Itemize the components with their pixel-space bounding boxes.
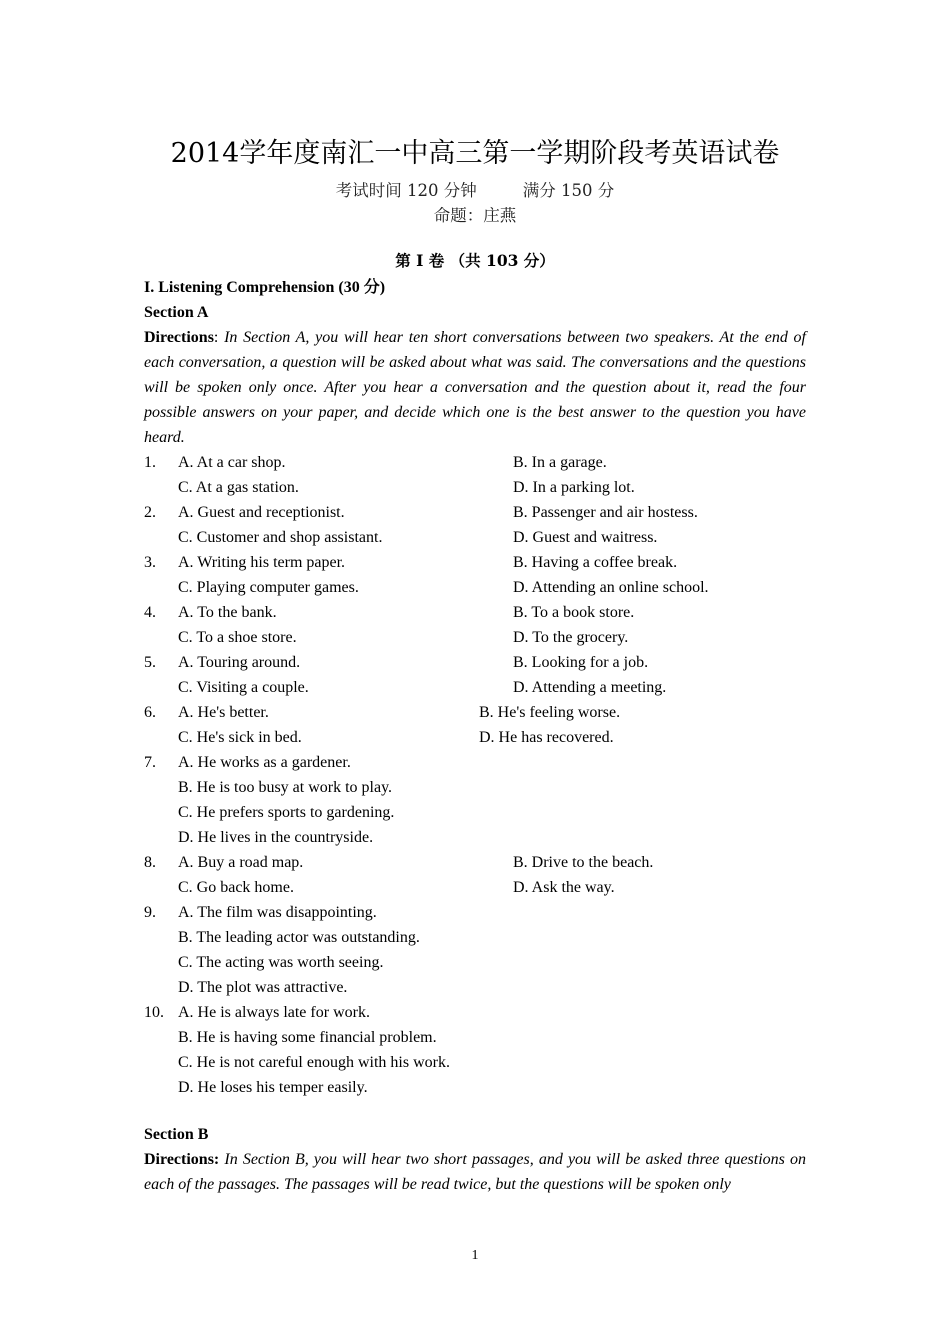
- section-a-label: Section A: [144, 304, 209, 321]
- directions-label: Directions:: [144, 1151, 220, 1168]
- option-a: A. Guest and receptionist.: [178, 504, 345, 521]
- listening-heading: I. Listening Comprehension (30 分): [144, 279, 386, 296]
- option-d: D. He loses his temper easily.: [178, 1079, 368, 1096]
- option-d: D. He lives in the countryside.: [178, 829, 374, 846]
- directions-separator: :: [213, 329, 225, 346]
- question-number: 10.: [144, 1004, 164, 1021]
- author-line: 命题：庄燕: [433, 206, 517, 225]
- option-c: C. To a shoe store.: [178, 629, 297, 646]
- question-6: [144, 700, 806, 725]
- question-9: [144, 900, 806, 925]
- question-9-row3: [144, 950, 806, 975]
- directions-text: In Section A, you will hear ten short conversations between two speakers. At the end of each conversation, a question will be asked about what was said. The conversations and the questions will be spoken only once. After you hear a conversation and the question about it, read the four possible answers on your paper, and decide which one is the best answer to the question you have heard.: [144, 329, 806, 446]
- option-c: C. The acting was worth seeing.: [178, 954, 384, 971]
- option-d: D. In a parking lot.: [513, 479, 635, 496]
- question-2: [144, 500, 806, 525]
- option-d: D. To the grocery.: [513, 629, 629, 646]
- option-a: A. He works as a gardener.: [178, 754, 351, 771]
- section-b-label: Section B: [144, 1126, 209, 1143]
- option-c: C. At a gas station.: [178, 479, 299, 496]
- option-d: D. Ask the way.: [513, 879, 615, 896]
- question-4-row2: [144, 625, 806, 650]
- question-8-row2: [144, 875, 806, 900]
- page-number: 1: [471, 1248, 479, 1263]
- question-7-row2: [144, 775, 806, 800]
- option-b: B. Drive to the beach.: [513, 854, 654, 871]
- question-4: [144, 600, 806, 625]
- question-number: 1.: [144, 454, 156, 471]
- option-b: B. He is too busy at work to play.: [178, 779, 393, 796]
- directions-label: Directions: [144, 329, 214, 346]
- question-6-row2: [144, 725, 806, 750]
- question-9-row4: [144, 975, 806, 1000]
- option-b: B. Looking for a job.: [513, 654, 649, 671]
- question-2-row2: [144, 525, 806, 550]
- section-a-directions: [144, 325, 806, 450]
- option-c: C. He is not careful enough with his work.: [178, 1054, 450, 1071]
- question-10-row3: [144, 1050, 806, 1075]
- question-number: 7.: [144, 754, 156, 771]
- question-5: [144, 650, 806, 675]
- option-d: D. Attending a meeting.: [513, 679, 667, 696]
- option-a: A. Buy a road map.: [178, 854, 304, 871]
- option-a: A. Touring around.: [178, 654, 301, 671]
- question-10: [144, 1000, 806, 1025]
- question-1: [144, 450, 806, 475]
- option-b: B. To a book store.: [513, 604, 635, 621]
- question-number: 6.: [144, 704, 156, 721]
- question-8: [144, 850, 806, 875]
- option-a: A. He's better.: [178, 704, 269, 721]
- option-d: D. Attending an online school.: [513, 579, 709, 596]
- option-a: A. At a car shop.: [178, 454, 286, 471]
- question-3: [144, 550, 806, 575]
- option-d: D. The plot was attractive.: [178, 979, 348, 996]
- option-c: C. Customer and shop assistant.: [178, 529, 383, 546]
- exam-title: 2014学年度南汇一中高三第一学期阶段考英语试卷: [170, 138, 780, 169]
- question-number: 3.: [144, 554, 156, 571]
- option-d: D. Guest and waitress.: [513, 529, 658, 546]
- option-d: D. He has recovered.: [479, 729, 614, 746]
- score-label: 满分 150 分: [522, 181, 615, 200]
- question-10-row4: [144, 1075, 806, 1100]
- question-number: 9.: [144, 904, 156, 921]
- question-number: 5.: [144, 654, 156, 671]
- option-b: B. Passenger and air hostess.: [513, 504, 698, 521]
- part-title: 第 Ⅰ 卷 （共 103 分）: [395, 251, 555, 270]
- option-b: B. He is having some financial problem.: [178, 1029, 437, 1046]
- option-c: C. Visiting a couple.: [178, 679, 309, 696]
- option-b: B. The leading actor was outstanding.: [178, 929, 420, 946]
- option-a: A. He is always late for work.: [178, 1004, 370, 1021]
- time-label: 考试时间 120 分钟: [335, 181, 477, 200]
- question-number: 2.: [144, 504, 156, 521]
- question-9-row2: [144, 925, 806, 950]
- option-c: C. He's sick in bed.: [178, 729, 302, 746]
- question-1-row2: [144, 475, 806, 500]
- question-number: 4.: [144, 604, 156, 621]
- option-b: B. In a garage.: [513, 454, 607, 471]
- option-a: A. The film was disappointing.: [178, 904, 377, 921]
- option-a: A. Writing his term paper.: [178, 554, 346, 571]
- option-b: B. He's feeling worse.: [479, 704, 621, 721]
- question-5-row2: [144, 675, 806, 700]
- option-c: C. He prefers sports to gardening.: [178, 804, 395, 821]
- option-c: C. Playing computer games.: [178, 579, 359, 596]
- directions-text: In Section B, you will hear two short passages, and you will be asked three questions on each of the passages. The passages will be read twice, but the questions will be spoken only: [144, 1151, 806, 1193]
- question-7: [144, 750, 806, 775]
- section-b-directions: [144, 1147, 806, 1197]
- exam-info: [0, 177, 950, 201]
- question-7-row3: [144, 800, 806, 825]
- question-number: 8.: [144, 854, 156, 871]
- question-7-row4: [144, 825, 806, 850]
- option-c: C. Go back home.: [178, 879, 294, 896]
- question-3-row2: [144, 575, 806, 600]
- option-a: A. To the bank.: [178, 604, 277, 621]
- question-10-row2: [144, 1025, 806, 1050]
- option-b: B. Having a coffee break.: [513, 554, 678, 571]
